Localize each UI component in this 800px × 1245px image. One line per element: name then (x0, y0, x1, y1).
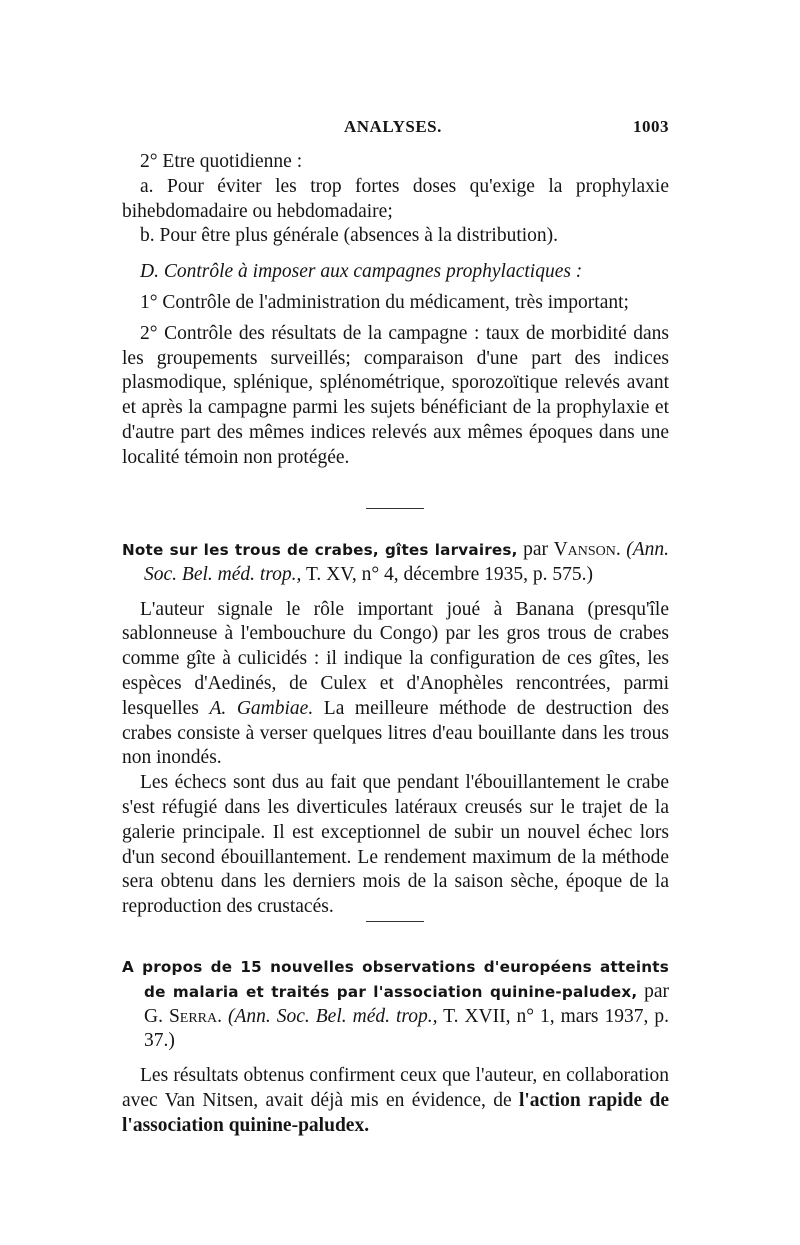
item-1: 1° Contrôle de l'administration du médicament, très important; (140, 291, 629, 313)
item-a: a. Pour éviter les trop fortes doses qu'exige la prophylaxie bihebdomadaire ou hebdomadaire; (122, 175, 669, 222)
note-1-paragraph-1-end: La meilleure méthode de destruction des crabes consiste à verser quelques litres d'eau bouillante dans les trous non inondés. (122, 697, 670, 769)
note-2-author: G. Serra. (144, 1005, 222, 1027)
note-1-paragraph-2: Les échecs sont dus au fait que pendant l'ébouillantement le crabe s'est réfugié dans les diverticules latéraux creusés sur le trajet de la galerie principale. Il est exceptionnel de subir un nouvel échec lors d'un second ébouillantement. Le rendement maximum de la méthode sera obtenu dans les derniers mois de la saison sèche, époque de la reproduction des crustacés. (122, 772, 669, 918)
note-2-paragraph-1 (122, 1064, 669, 1138)
note-2-title: A propos de 15 nouvelles observations d'européens atteints de malaria et traités par l'association quinine-paludex, (122, 958, 669, 1001)
section-intro (122, 150, 669, 471)
separator-rule (366, 921, 424, 922)
header-title: ANALYSES. (344, 117, 442, 136)
note-2-paragraph-1-bold: l'action rapide de l'association quinine-paludex. (122, 1089, 670, 1136)
heading-d: D. Contrôle à imposer aux campagnes prophylactiques : (140, 261, 583, 283)
note-1-species: A. Gambiae. (209, 697, 314, 719)
note-1 (122, 538, 669, 920)
page-number: 1003 (633, 117, 669, 136)
note-2-citation-details: T. XVII, n° 1, mars 1937, p. 37.) (144, 1005, 669, 1052)
note-1-author: Vanson. (553, 539, 621, 560)
note-2-paragraph-1-text: Les résultats obtenus confirment ceux que l'auteur, en collaboration avec Van Nitsen, avait déjà mis en évidence, de (122, 1065, 669, 1111)
note-1-paragraph-1-text: L'auteur signale le rôle important joué à Banana (presqu'île sablonneuse à l'embouchure du Congo) par les gros trous de crabes comme gîte à culicidés : il indique la configuration de ces gîtes, les espèces d'Aedinés, de Culex et d'Anophèles rencontrées, parmi lesquelles (122, 598, 669, 719)
item-2: 2° Contrôle des résultats de la campagne : taux de morbidité dans les groupements surveillés; comparaison d'une part des indices plasmodique, splénique, splénométrique, sporozoïtique relevés avant et après la campagne parmi les sujets bénéficiant de la prophylaxie et d'autre part des mêmes indices relevés aux mêmes époques dans une localité témoin non protégée. (122, 322, 669, 468)
line-quotidienne: 2° Etre quotidienne : (140, 151, 303, 172)
note-1-citation-journal: (Ann. Soc. Bel. méd. trop., (144, 539, 670, 585)
note-2-citation-journal: (Ann. Soc. Bel. méd. trop., (227, 1005, 438, 1027)
note-1-paragraph-1 (122, 598, 669, 772)
separator-rule (366, 508, 424, 509)
running-header (122, 117, 669, 143)
note-1-title: Note sur les trous de crabes, gîtes larvaires, (122, 541, 518, 559)
note-1-citation-details: T. XV, n° 4, décembre 1935, p. 575.) (305, 563, 594, 585)
note-2 (122, 955, 669, 1139)
note-1-heading (122, 538, 669, 588)
note-2-by: par (644, 980, 669, 1002)
note-2-heading (122, 955, 669, 1054)
item-b: b. Pour être plus générale (absences à la distribution). (140, 225, 559, 247)
note-1-by: par (523, 539, 549, 560)
